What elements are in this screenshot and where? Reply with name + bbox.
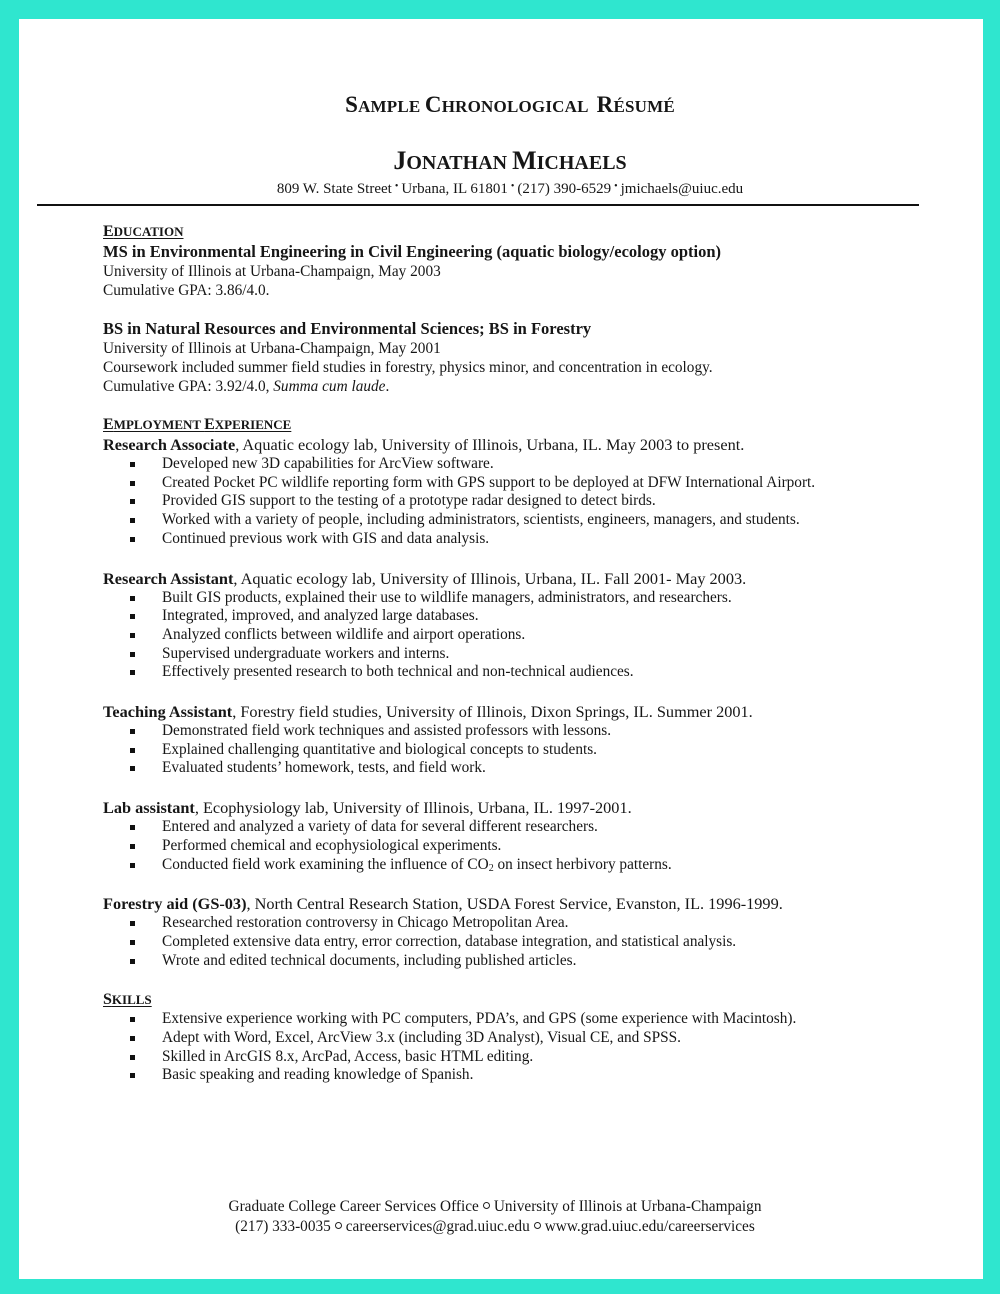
job-title: Teaching Assistant xyxy=(103,702,233,722)
document-title: SAMPLE CHRONOLOGICAL RÉSUMÉ xyxy=(345,92,675,117)
bullet-item: Completed extensive data entry, error correction, database integration, and statistical analysis. xyxy=(103,933,933,952)
bullet-icon xyxy=(130,614,135,619)
bullet-icon xyxy=(130,1017,135,1022)
footer-website[interactable]: www.grad.uiuc.edu/careerservices xyxy=(544,1218,755,1235)
bullet-icon xyxy=(130,1055,135,1060)
job-detail: , Forestry field studies, University of Illinois, Dixon Springs, IL. Summer 2001. xyxy=(232,702,753,722)
bullet-icon xyxy=(130,863,135,868)
bullet-item: Built GIS products, explained their use to wildlife managers, administrators, and researchers. xyxy=(103,589,933,608)
contact-city: Urbana, IL 61801 xyxy=(401,181,508,197)
job-bullets xyxy=(103,914,933,970)
job-bullets xyxy=(103,455,933,549)
bullet-icon xyxy=(130,462,135,467)
footer-line-2 xyxy=(0,1217,990,1237)
job-heading xyxy=(103,798,933,818)
footer-email[interactable]: careerservices@grad.uiuc.edu xyxy=(345,1218,530,1235)
job-entry-lab-assistant xyxy=(103,798,933,874)
bullet-icon xyxy=(130,766,135,771)
contact-separator: • xyxy=(394,181,399,192)
contact-separator: • xyxy=(614,181,618,192)
circle-separator-icon xyxy=(335,1222,342,1229)
bullet-icon xyxy=(130,633,135,638)
degree-title: MS in Environmental Engineering in Civil Engineering (aquatic biology/ecology option) xyxy=(103,242,722,261)
honor-text: Summa cum laude xyxy=(273,378,386,395)
bullet-icon xyxy=(130,652,135,657)
bullet-icon xyxy=(130,670,135,675)
job-bullets xyxy=(103,722,933,778)
bullet-item: Explained challenging quantitative and biological concepts to students. xyxy=(103,741,933,760)
job-detail: , North Central Research Station, USDA Forest Service, Evanston, IL. 1996-1999. xyxy=(246,894,783,914)
bullet-item: Supervised undergraduate workers and interns. xyxy=(103,645,933,664)
contact-address: 809 W. State Street xyxy=(276,181,392,197)
bullet-icon xyxy=(130,1036,135,1041)
footer-phone: (217) 333-0035 xyxy=(235,1218,331,1235)
degree-gpa: Cumulative GPA: 3.86/4.0. xyxy=(103,282,270,299)
job-heading xyxy=(103,435,933,455)
degree-school: University of Illinois at Urbana-Champaign, May 2001 xyxy=(103,340,441,357)
job-entry-research-assistant xyxy=(103,569,933,683)
job-entry-teaching-assistant xyxy=(103,702,933,778)
degree-ms xyxy=(103,242,933,300)
bullet-item: Demonstrated field work techniques and assisted professors with lessons. xyxy=(103,722,933,741)
resume-body xyxy=(103,222,933,1085)
bullet-icon xyxy=(130,825,135,830)
job-heading xyxy=(103,702,933,722)
bullet-icon xyxy=(130,1073,135,1078)
bullet-icon xyxy=(130,959,135,964)
degree-school: University of Illinois at Urbana-Champaign, May 2003 xyxy=(103,263,441,280)
degree-gpa: Cumulative GPA: 3.92/4.0, Summa cum laude. xyxy=(103,378,390,395)
bullet-item: Performed chemical and ecophysiological experiments. xyxy=(103,837,933,856)
bullet-icon xyxy=(130,748,135,753)
bullet-icon xyxy=(130,844,135,849)
job-heading xyxy=(103,894,933,914)
bullet-item: Skilled in ArcGIS 8.x, ArcPad, Access, basic HTML editing. xyxy=(103,1048,933,1067)
bullet-item: Researched restoration controversy in Chicago Metropolitan Area. xyxy=(103,914,933,933)
degree-bs xyxy=(103,319,933,396)
page-footer xyxy=(0,1197,990,1237)
bullet-icon xyxy=(130,940,135,945)
circle-separator-icon xyxy=(534,1222,541,1229)
bullet-item: Wrote and edited technical documents, including published articles. xyxy=(103,952,933,971)
job-title: Forestry aid (GS-03) xyxy=(103,894,247,914)
bullet-item: Conducted field work examining the influence of $CO_2$ on insect herbivory patterns. xyxy=(103,856,933,875)
bullet-icon xyxy=(130,596,135,601)
bullet-icon xyxy=(130,481,135,486)
job-bullets xyxy=(103,589,933,683)
header-divider xyxy=(37,204,919,206)
bullet-item: Adept with Word, Excel, ArcView 3.x (including 3D Analyst), Visual CE, and SPSS. xyxy=(103,1029,933,1048)
job-detail: , Ecophysiology lab, University of Illinois, Urbana, IL. 1997-2001. xyxy=(194,798,632,818)
degree-title: BS in Natural Resources and Environmental Sciences; BS in Forestry xyxy=(103,319,592,338)
bullet-item: Continued previous work with GIS and data analysis. xyxy=(103,530,933,549)
contact-phone: (217) 390-6529 xyxy=(517,181,612,197)
bullet-item: Evaluated students’ homework, tests, and field work. xyxy=(103,759,933,778)
contact-email[interactable]: jmichaels@uiuc.edu xyxy=(620,181,744,197)
job-title: Research Associate xyxy=(103,435,236,454)
circle-separator-icon xyxy=(483,1202,490,1209)
bullet-icon xyxy=(130,729,135,734)
bullet-item: Created Pocket PC wildlife reporting form with GPS support to be deployed at DFW International Airport. xyxy=(103,474,933,493)
contact-separator: • xyxy=(510,181,515,192)
job-title: Lab assistant xyxy=(103,798,195,818)
bullet-item: Analyzed conflicts between wildlife and airport operations. xyxy=(103,626,933,645)
candidate-name: JONATHAN MICHAELS xyxy=(393,146,627,175)
degree-coursework: Coursework included summer field studies in forestry, physics minor, and concentration in ecology. xyxy=(103,359,713,376)
job-title: Research Assistant xyxy=(103,568,234,588)
bullet-item: Worked with a variety of people, including administrators, scientists, engineers, managers, and students. xyxy=(103,511,933,530)
bullet-item: Developed new 3D capabilities for ArcView software. xyxy=(103,455,933,474)
section-heading-employment: EMPLOYMENT EXPERIENCE xyxy=(103,416,292,433)
contact-line xyxy=(0,181,1000,198)
bullet-item: Integrated, improved, and analyzed large databases. xyxy=(103,607,933,626)
skills-bullets xyxy=(103,1010,933,1085)
bullet-item: Effectively presented research to both technical and non-technical audiences. xyxy=(103,663,933,682)
job-entry-research-associate xyxy=(103,435,933,549)
job-heading xyxy=(103,569,933,589)
section-heading-skills: SKILLS xyxy=(103,991,152,1009)
bullet-icon xyxy=(130,537,135,542)
job-bullets xyxy=(103,818,933,874)
bullet-icon xyxy=(130,518,135,523)
job-detail: , Aquatic ecology lab, University of Illinois, Urbana, IL. May 2003 to present. xyxy=(235,435,745,454)
section-heading-education: EDUCATION xyxy=(103,223,184,240)
bullet-item: Basic speaking and reading knowledge of Spanish. xyxy=(103,1066,933,1085)
job-entry-forestry-aid xyxy=(103,894,933,970)
job-detail: , Aquatic ecology lab, University of Illinois, Urbana, IL. Fall 2001- May 2003. xyxy=(233,568,747,588)
bullet-item: Extensive experience working with PC computers, PDA’s, and GPS (some experience with Macintosh). xyxy=(103,1010,933,1029)
bullet-icon xyxy=(130,921,135,926)
footer-line-1: Graduate College Career Services Office University of Illinois at Urbana-Champaign xyxy=(228,1198,762,1215)
bullet-item: Entered and analyzed a variety of data for several different researchers. xyxy=(103,818,933,837)
bullet-icon xyxy=(130,499,135,504)
bullet-item: Provided GIS support to the testing of a prototype radar designed to detect birds. xyxy=(103,492,933,511)
